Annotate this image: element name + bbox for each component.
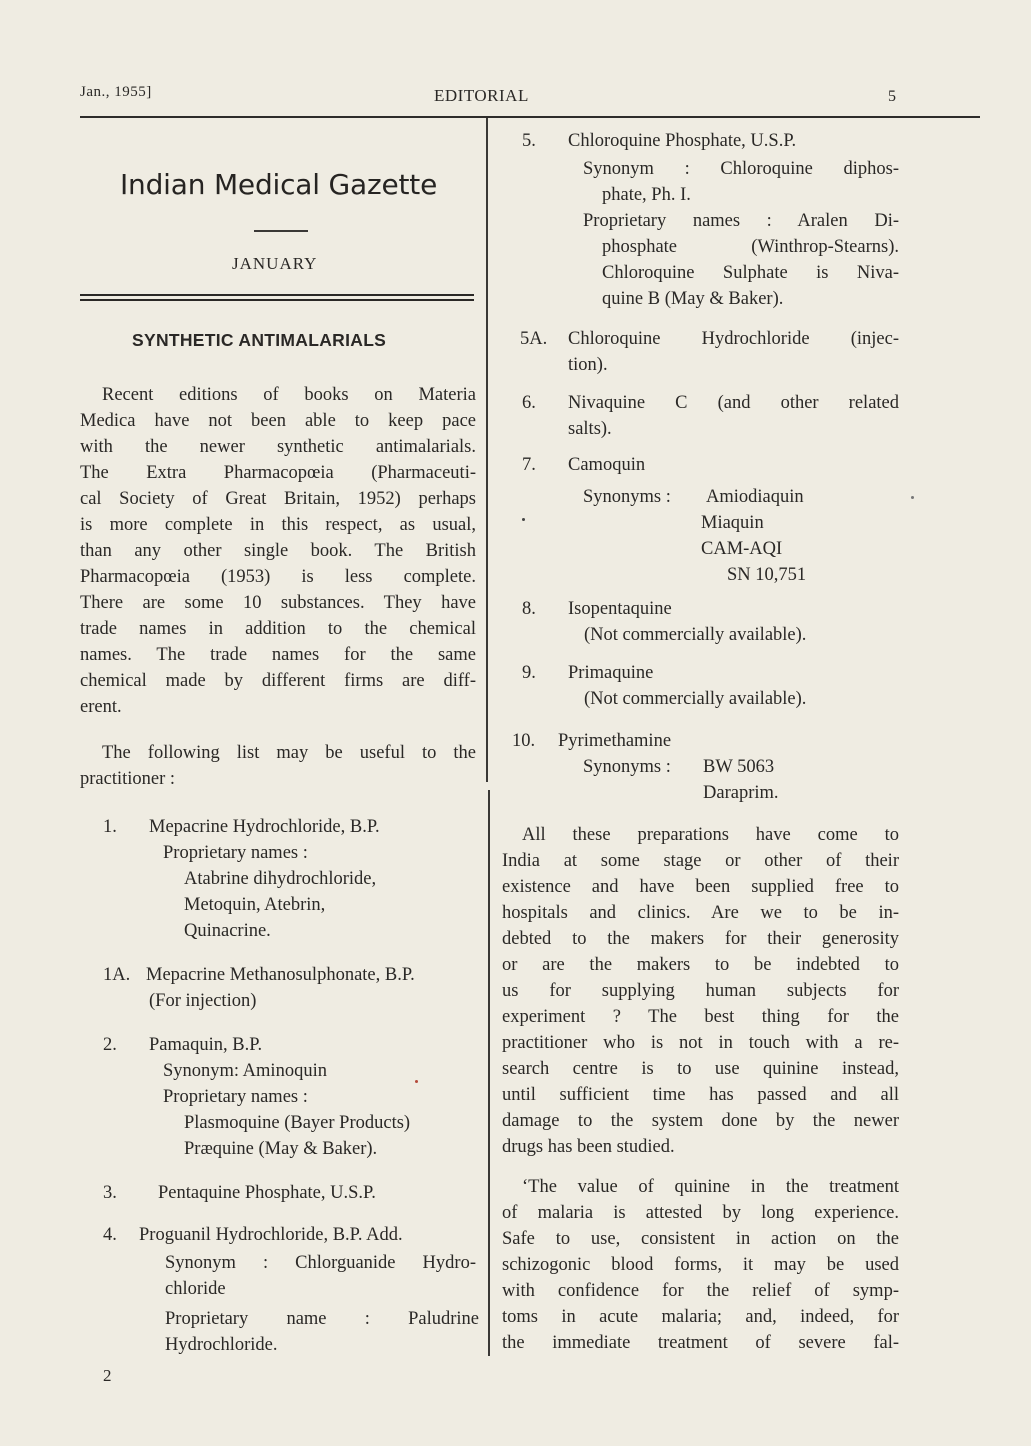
proprietary-label: Proprietary names : — [163, 843, 308, 863]
synonym: Synonym : Chlorguanide Hydro- — [165, 1253, 476, 1273]
proprietary-name: Quinacrine. — [184, 921, 271, 941]
drug-name: Pentaquine Phosphate, U.S.P. — [158, 1183, 376, 1203]
drug-note: (Not commercially available). — [584, 689, 807, 709]
drug-note: (For injection) — [149, 991, 257, 1011]
running-header-date: Jan., 1955] — [80, 84, 152, 100]
item-number: 4. — [103, 1225, 117, 1245]
ink-speck — [522, 518, 525, 521]
text-line: until sufficient time has passed and all — [502, 1085, 899, 1105]
drug-name: tion). — [568, 355, 608, 375]
text-line: practitioner : — [80, 769, 176, 789]
ink-speck — [415, 1080, 418, 1083]
text-line: cal Society of Great Britain, 1952) perhaps — [80, 489, 476, 509]
signature-mark: 2 — [103, 1366, 112, 1385]
text-line: erent. — [80, 697, 122, 717]
text-line: or are the makers to be indebted to — [502, 955, 899, 975]
masthead-title: Indian Medical Gazette — [120, 168, 438, 201]
synonym: BW 5063 — [703, 757, 775, 777]
text-line: schizogonic blood forms, it may be used — [502, 1255, 899, 1275]
item-number: 3. — [103, 1183, 117, 1203]
text-line: experiment ? The best thing for the — [502, 1007, 899, 1027]
drug-name: Chloroquine Phosphate, U.S.P. — [568, 131, 797, 151]
text-line: search centre is to use quinine instead, — [502, 1059, 899, 1079]
drug-name: Camoquin — [568, 455, 646, 475]
item-number: 8. — [522, 599, 536, 619]
drug-name: Mepacrine Methanosulphonate, B.P. — [146, 965, 415, 985]
drug-name: Nivaquine C (and other related — [568, 393, 899, 413]
page-number: 5 — [888, 88, 896, 105]
synonym: Synonym: Aminoquin — [163, 1061, 327, 1081]
drug-name: Isopentaquine — [568, 599, 672, 619]
drug-name: salts). — [568, 419, 612, 439]
text-line: the immediate treatment of severe fal- — [502, 1333, 899, 1353]
text-line: hospitals and clinics. Are we to be in- — [502, 903, 899, 923]
item-number: 2. — [103, 1035, 117, 1055]
proprietary-name: Proprietary name : Paludrine — [165, 1309, 479, 1329]
text-line: existence and have been supplied free to — [502, 877, 899, 897]
synonym: chloride — [165, 1279, 226, 1299]
section-title: SYNTHETIC ANTIMALARIALS — [132, 330, 387, 350]
synonym-label: Synonyms : — [583, 757, 671, 777]
text-line: names. The trade names for the same — [80, 645, 476, 665]
proprietary-name: quine B (May & Baker). — [602, 289, 784, 309]
drug-name: Proguanil Hydrochloride, B.P. Add. — [139, 1225, 403, 1245]
proprietary-label: Proprietary names : — [163, 1087, 308, 1107]
synonym: phate, Ph. I. — [602, 185, 691, 205]
proprietary-name: Hydrochloride. — [165, 1335, 278, 1355]
text-line: Recent editions of books on Materia — [102, 385, 476, 405]
text-line: India at some stage or other of their — [502, 851, 899, 871]
text-line: toms in acute malaria; and, indeed, for — [502, 1307, 899, 1327]
text-line: There are some 10 substances. They have — [80, 593, 476, 613]
proprietary-name: Præquine (May & Baker). — [184, 1139, 378, 1159]
text-line: damage to the system done by the newer — [502, 1111, 899, 1131]
item-number: 1. — [103, 817, 117, 837]
item-number: 5. — [522, 131, 536, 151]
column-divider-upper — [486, 118, 488, 782]
item-number: 10. — [512, 731, 536, 751]
drug-note: (Not commercially available). — [584, 625, 807, 645]
running-header-section: EDITORIAL — [434, 86, 529, 105]
text-line: Medica have not been able to keep pace — [80, 411, 476, 431]
synonym: CAM-AQI — [701, 539, 783, 559]
proprietary-name: Proprietary names : Aralen Di- — [583, 211, 899, 231]
drug-name: Pyrimethamine — [558, 731, 672, 751]
text-line: trade names in addition to the chemical — [80, 619, 476, 639]
proprietary-name: phosphate (Winthrop-Stearns). — [602, 237, 899, 257]
masthead-month: JANUARY — [232, 254, 318, 273]
synonym: Amiodiaquin — [706, 487, 804, 507]
text-line: The Extra Pharmacopœia (Pharmaceuti- — [80, 463, 476, 483]
synonym: SN 10,751 — [727, 565, 807, 585]
proprietary-name: Atabrine dihydrochloride, — [184, 869, 377, 889]
synonym: Miaquin — [701, 513, 764, 533]
item-number: 7. — [522, 455, 536, 475]
drug-name: Chloroquine Hydrochloride (injec- — [568, 329, 899, 349]
drug-name: Pamaquin, B.P. — [149, 1035, 263, 1055]
proprietary-name: Metoquin, Atebrin, — [184, 895, 326, 915]
item-number: 1A. — [103, 965, 131, 985]
proprietary-name: Plasmoquine (Bayer Products) — [184, 1113, 411, 1133]
text-line: with the newer synthetic antimalarials. — [80, 437, 476, 457]
text-line: debted to the makers for their generosity — [502, 929, 899, 949]
column-divider-lower — [488, 790, 490, 1356]
text-line: is more complete in this respect, as usual, — [80, 515, 476, 535]
synonym: Daraprim. — [703, 783, 779, 803]
drug-name: Primaquine — [568, 663, 654, 683]
ink-speck — [911, 496, 914, 499]
item-number: 5A. — [520, 329, 548, 349]
text-line: Safe to use, consistent in action on the — [502, 1229, 899, 1249]
text-line: All these preparations have come to — [522, 825, 899, 845]
synonym-label: Synonyms : — [583, 487, 671, 507]
text-line: The following list may be useful to the — [102, 743, 476, 763]
text-line: chemical made by different firms are diff- — [80, 671, 476, 691]
masthead-rule — [254, 230, 308, 232]
text-line: of malaria is attested by long experience. — [502, 1203, 899, 1223]
text-line: us for supplying human subjects for — [502, 981, 899, 1001]
text-line: than any other single book. The British — [80, 541, 476, 561]
item-number: 9. — [522, 663, 536, 683]
double-rule — [80, 294, 474, 301]
header-rule — [80, 116, 980, 118]
drug-name: Mepacrine Hydrochloride, B.P. — [149, 817, 380, 837]
text-line: practitioner who is not in touch with a re- — [502, 1033, 899, 1053]
text-line: ‘The value of quinine in the treatment — [522, 1177, 899, 1197]
text-line: drugs has been studied. — [502, 1137, 675, 1157]
proprietary-name: Chloroquine Sulphate is Niva- — [602, 263, 899, 283]
synonym: Synonym : Chloroquine diphos- — [583, 159, 899, 179]
text-line: with confidence for the relief of symp- — [502, 1281, 899, 1301]
item-number: 6. — [522, 393, 536, 413]
text-line: Pharmacopœia (1953) is less complete. — [80, 567, 476, 587]
